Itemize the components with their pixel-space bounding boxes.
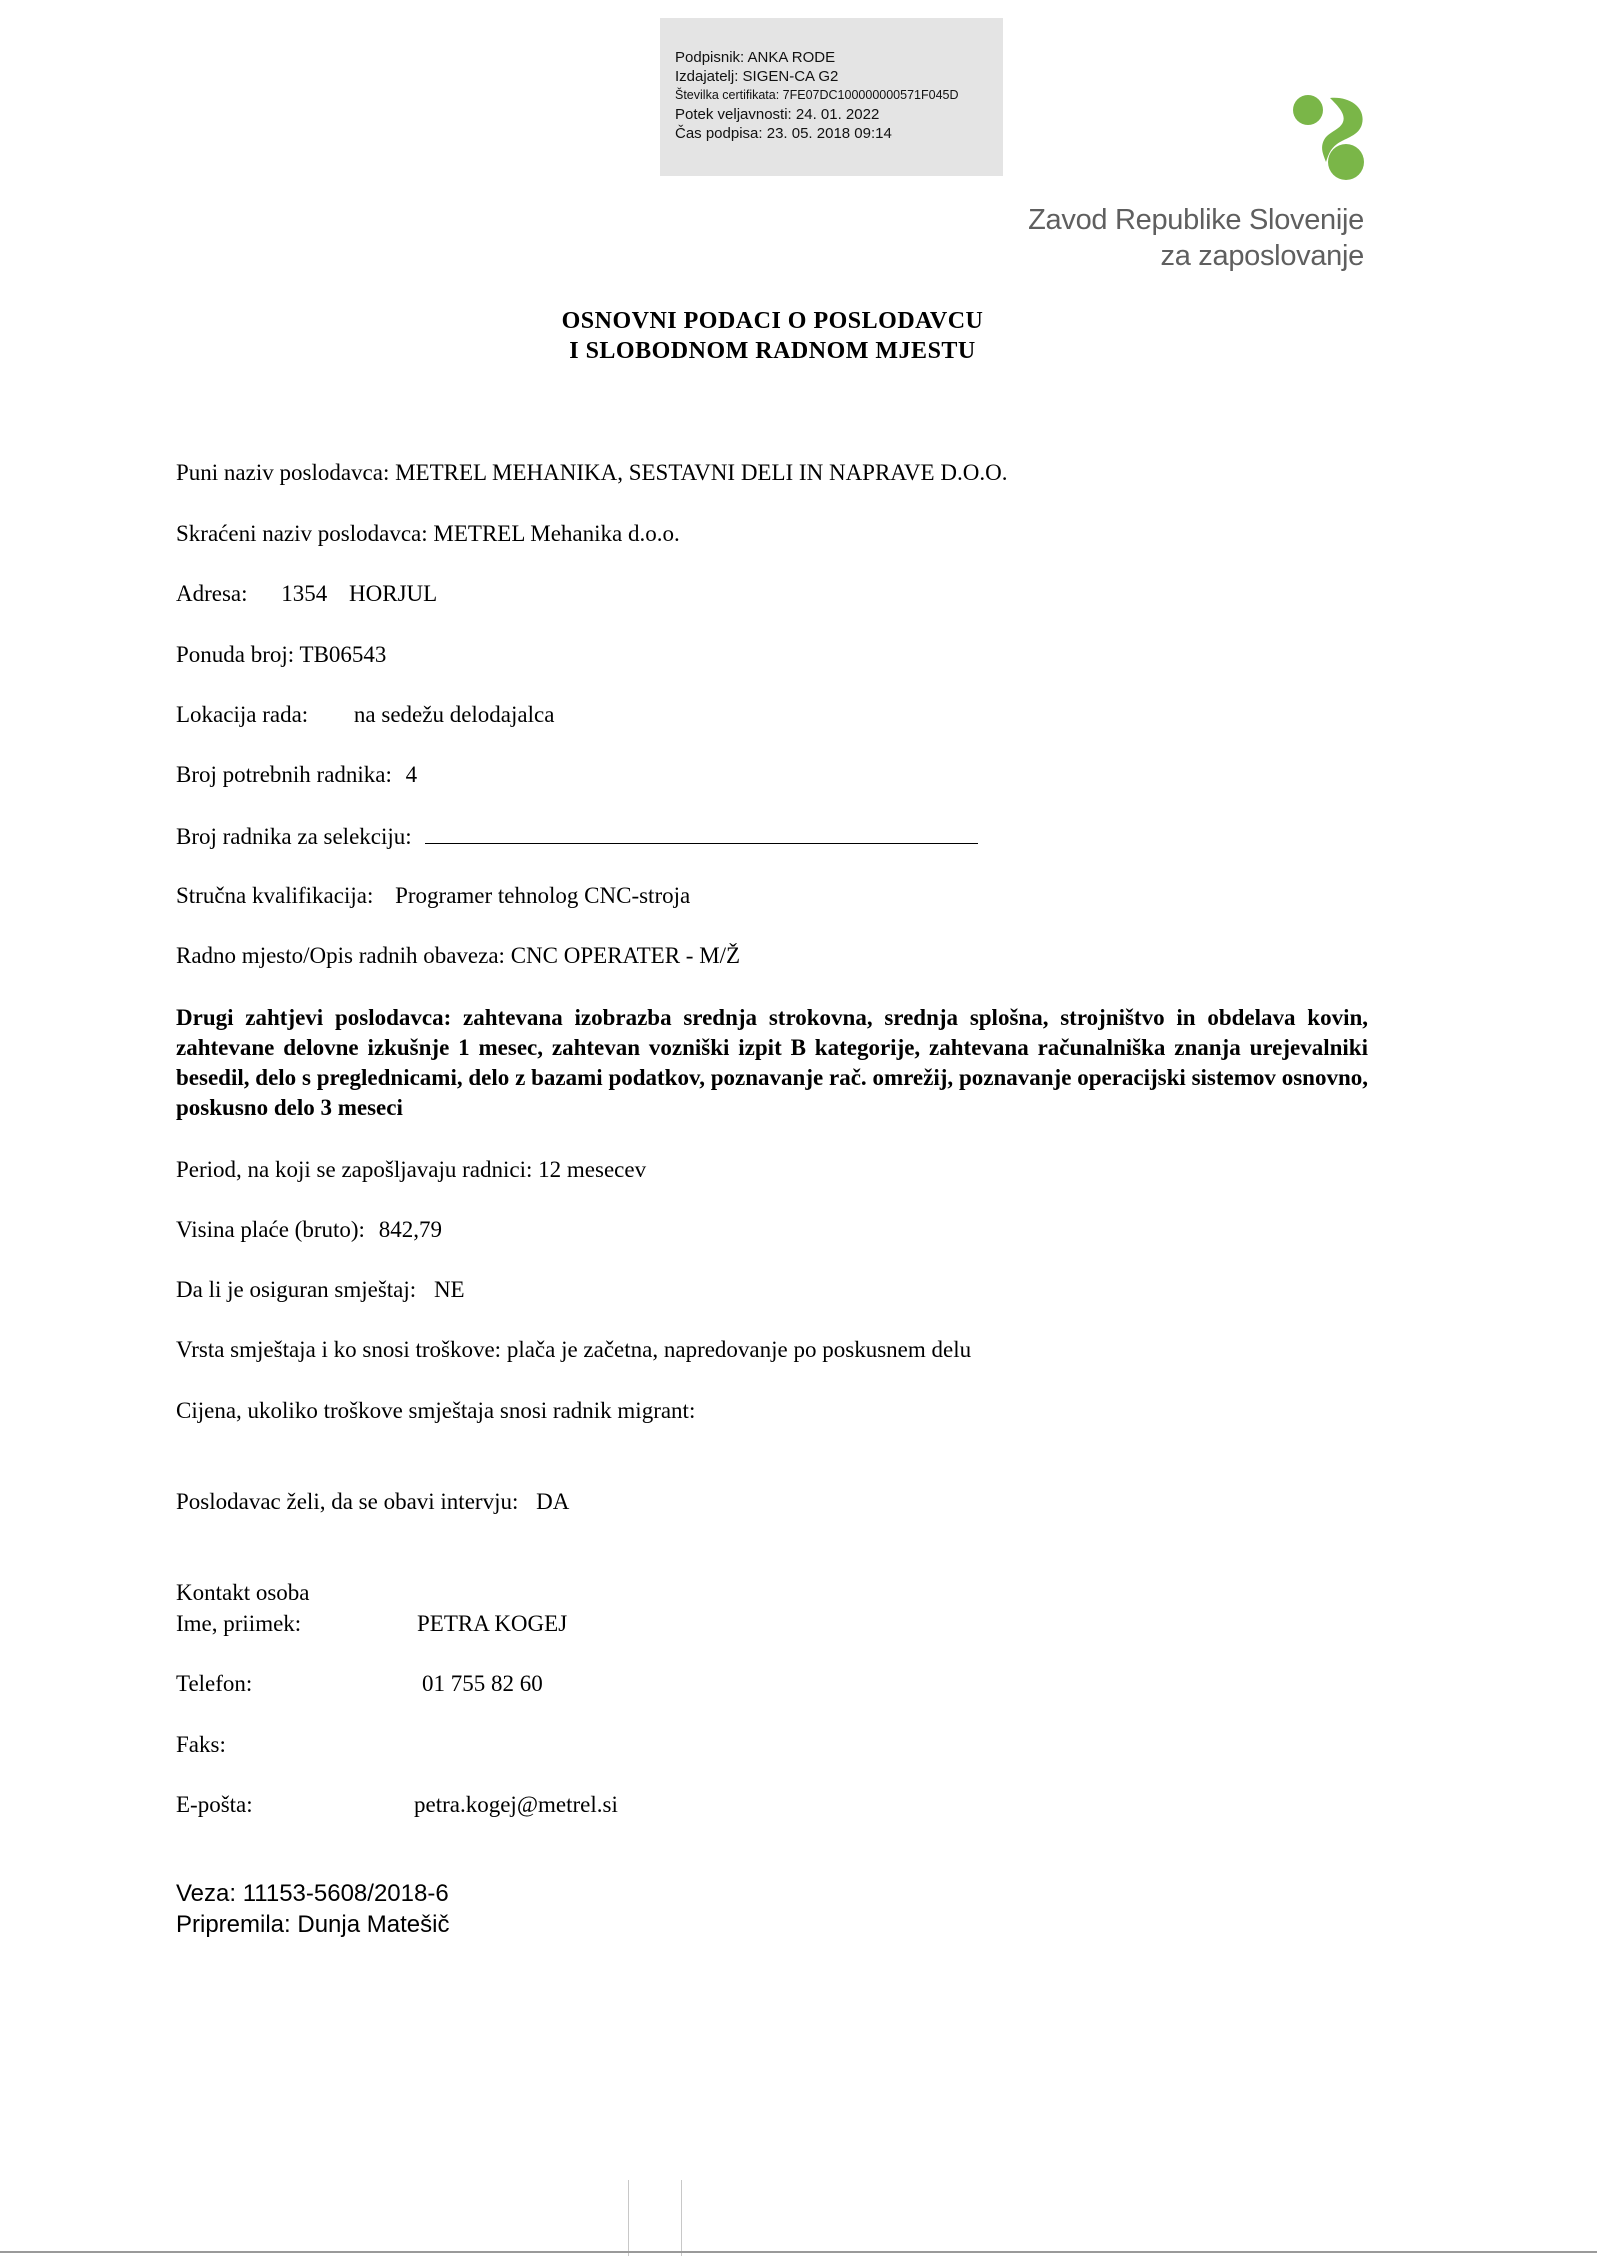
employer-short-name: METREL Mehanika d.o.o. xyxy=(433,521,680,546)
employer-full-name-row xyxy=(176,460,1007,486)
signature-signed-at: Čas podpisa: 23. 05. 2018 09:14 xyxy=(675,125,892,142)
organization-name xyxy=(1028,202,1364,274)
document-title-line2: I SLOBODNOM RADNOM MJESTU xyxy=(569,338,976,364)
reference-number: 11153-5608/2018-6 xyxy=(242,1880,449,1907)
salary: 842,79 xyxy=(378,1217,442,1242)
employer-full-name: METREL MEHANIKA, SESTAVNI DELI IN NAPRAVE D.O.O. xyxy=(395,460,1008,485)
other-requirements: Drugi zahtjevi poslodavca: zahtevana izobrazba srednja strokovna, srednja splošna, strojništvo in obdelava kovin, zahtevane delovne izkušnje 1 mesec, zahtevan vozniški izpit B kategorije, zahtevana računalniška znanja urejevalniki besedil, delo s preglednicami, delo z bazami podatkov, poznavanje rač. omrežij, poznavanje operacijski sistemov osnovno, poskusno delo 3 meseci xyxy=(176,1005,1368,1120)
qualification-label: Stručna kvalifikacija: xyxy=(176,883,374,908)
employment-period: 12 mesecev xyxy=(538,1157,647,1182)
contact-name-label: Ime, priimek: xyxy=(176,1611,302,1636)
position-label: Radno mjesto/Opis radnih obaveza: xyxy=(176,943,505,968)
contact-email-label: E-pošta: xyxy=(176,1792,253,1817)
employer-short-name-label: Skraćeni naziv poslodavca: xyxy=(176,521,428,546)
selection-count-blank-line xyxy=(425,823,978,844)
contact-phone: 01 755 82 60 xyxy=(422,1671,543,1696)
interview-row xyxy=(176,1489,569,1515)
housing: NE xyxy=(433,1277,465,1302)
position: CNC OPERATER - M/Ž xyxy=(510,943,741,968)
scan-edge-line xyxy=(0,2251,1597,2253)
contact-fax-label: Faks: xyxy=(176,1732,226,1757)
reference-row xyxy=(176,1880,449,1908)
prepared-by-label: Pripremila: xyxy=(176,1911,291,1938)
organization-name-line2: za zaposlovanje xyxy=(1160,240,1364,272)
housing-row xyxy=(176,1277,465,1303)
interview-label: Poslodavac želi, da se obavi intervju: xyxy=(176,1489,519,1514)
position-row xyxy=(176,943,740,969)
workers-needed-label: Broj potrebnih radnika: xyxy=(176,762,392,787)
housing-type-row xyxy=(176,1337,971,1363)
workers-needed-row xyxy=(176,762,417,788)
address-label: Adresa: xyxy=(176,581,248,606)
employment-period-label: Period, na koji se zapošljavaju radnici: xyxy=(176,1157,533,1182)
scan-mark-line xyxy=(628,2180,629,2256)
organization-name-line1: Zavod Republike Slovenije xyxy=(1028,204,1364,236)
zrss-logo-icon xyxy=(1290,94,1368,182)
signature-valid-until: Potek veljavnosti: 24. 01. 2022 xyxy=(675,106,880,123)
workers-needed: 4 xyxy=(405,762,418,787)
contact-heading: Kontakt osoba xyxy=(176,1580,310,1605)
signature-issuer: Izdajatelj: SIGEN-CA G2 xyxy=(675,68,839,85)
offer-number: TB06543 xyxy=(299,642,387,667)
address-row xyxy=(176,581,437,607)
postal-code: 1354 xyxy=(281,581,328,606)
signature-signer: Podpisnik: ANKA RODE xyxy=(675,49,836,66)
interview: DA xyxy=(536,1489,570,1514)
scan-mark-line xyxy=(681,2180,682,2256)
contact-phone-label: Telefon: xyxy=(176,1671,253,1696)
salary-row xyxy=(176,1217,442,1243)
document-title-line1: OSNOVNI PODACI O POSLODAVCU xyxy=(561,308,984,334)
housing-label: Da li je osiguran smještaj: xyxy=(176,1277,417,1302)
qualification: Programer tehnolog CNC-stroja xyxy=(395,883,691,908)
housing-type-label: Vrsta smještaja i ko snosi troškove: xyxy=(176,1337,502,1362)
salary-label: Visina plaće (bruto): xyxy=(176,1217,365,1242)
employment-period-row xyxy=(176,1157,646,1183)
prepared-by-row xyxy=(176,1911,449,1939)
reference-label: Veza: xyxy=(176,1880,237,1907)
contact-email: petra.kogej@metrel.si xyxy=(414,1792,618,1817)
city: HORJUL xyxy=(349,581,438,606)
digital-signature-box xyxy=(660,18,1003,176)
signature-cert-number: Številka certifikata: 7FE07DC100000000571F045D xyxy=(675,88,959,102)
housing-type: plača je začetna, napredovanje po poskusnem delu xyxy=(506,1337,972,1362)
housing-cost-label: Cijena, ukoliko troškove smještaja snosi radnik migrant: xyxy=(176,1398,696,1423)
selection-count-label: Broj radnika za selekciju: xyxy=(176,824,412,849)
prepared-by: Dunja Matešič xyxy=(297,1911,450,1938)
offer-number-label: Ponuda broj: xyxy=(176,642,295,667)
document-title xyxy=(0,306,1545,366)
housing-cost-row xyxy=(176,1398,695,1424)
contact-name: PETRA KOGEJ xyxy=(417,1611,568,1636)
employer-full-name-label: Puni naziv poslodavca: xyxy=(176,460,390,485)
work-location: na sedežu delodajalca xyxy=(353,702,555,727)
work-location-label: Lokacija rada: xyxy=(176,702,309,727)
selection-count-row xyxy=(176,823,978,850)
employer-short-name-row xyxy=(176,521,680,547)
qualification-row xyxy=(176,883,690,909)
offer-number-row xyxy=(176,642,386,668)
work-location-row xyxy=(176,702,554,728)
